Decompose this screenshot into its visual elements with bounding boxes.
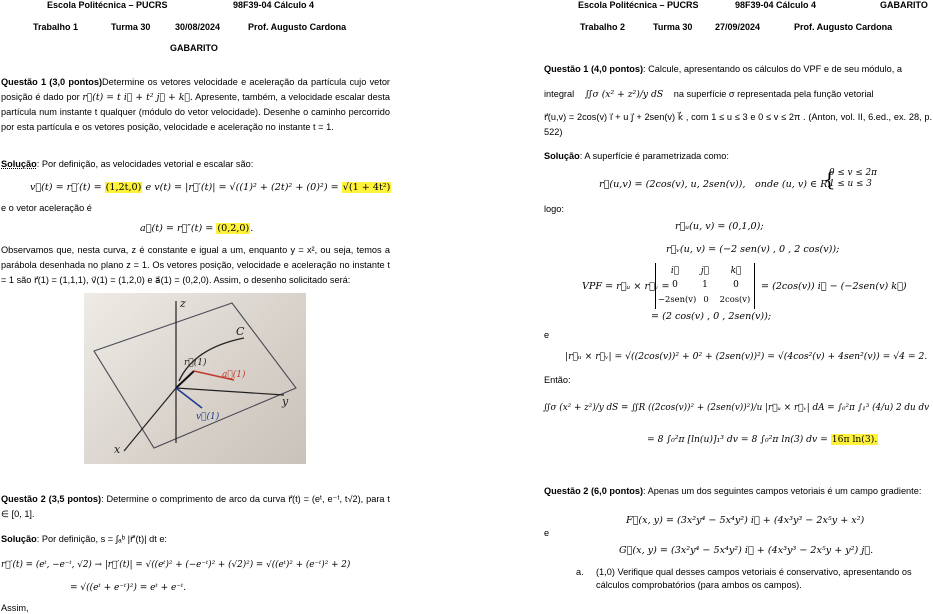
r-q1-title: Questão 1 (4,0 pontos) [544,64,644,74]
sketch-label-z: z [180,297,186,310]
r-q1-integral-1: ∬σ (x² + z²)/y dS = ∬R ((2cos(v))² + (2sen(v))²)/u |r⃗ᵤ × r⃗ᵥ| dA = ∫₀²π ∫₁³ (4/u) 2 du dv [543,403,930,413]
q2-solution-label: Solução [1,534,37,544]
r-q1-rv: r⃗ᵥ(u, v) = (−2 sen(v) , 0 , 2 cos(v)); [666,244,840,255]
det-cell: 0 [733,280,739,290]
q1-acceleration-period: . [250,223,254,234]
date-label: 30/08/2024 [175,22,221,32]
q1-speed-expression: e v(t) = |r⃗′(t)| = √((1)² + (2t)² + (0)²) = [142,182,342,193]
r-q1-domain-conditions [829,168,877,190]
sketch-label-velocity: v⃗(1) [196,412,220,422]
course-code: 98F39-04 Cálculo 4 [233,0,315,10]
r-q1-determinant [655,263,755,309]
sketch-label-x: x [114,443,121,456]
r-q1-ru: r⃗ᵤ(u, v) = (0,1,0); [675,221,764,232]
q1-solution-text: : Por definição, as velocidades vetorial e escalar são: [36,159,254,169]
r-q1-e: e [544,330,550,340]
gabarito-title: GABARITO [170,43,218,53]
q1-acceleration-answer: (0,2,0) [217,223,250,234]
r-q1-body-b: na superfície σ representada pela função vetorial [673,89,874,99]
r-q1-statement-a [544,62,932,77]
q1-acceleration-intro: e o vetor aceleração é [1,203,92,213]
sketch-label-y: y [282,395,289,408]
school-name: Escola Politécnica – PUCRS [47,0,168,10]
sketch-velocity-vector [176,388,202,408]
det-cell: 2cos(v) [719,294,751,304]
work-label: Trabalho 1 [33,22,79,32]
r-q1-integral-expression: ∬σ (x² + z²)/y dS [584,89,664,100]
curve-sketch-drawing [84,293,306,464]
q2-solution-intro [1,532,390,547]
r-q1-vector-function: r⃗(u,v) = 2cos(v) i⃗ + u j⃗ + 2sen(v) k⃗ , com 1 ≤ u ≤ 3 e 0 ≤ v ≤ 2π . (Anton, vol. II, 6.ed., ex. 28, p. 522) [544,112,932,137]
r-q1-solution-label: Solução [544,151,580,161]
q2-body: : Determine o comprimento de arco da curva r⃗(t) = (eᵗ, e⁻ᵗ, t√2), para t ∈ [0, 1]. [1,494,390,519]
q1-solution-label: Solução [1,159,37,169]
q1-body-c: Apresente, também, a velocidade escalar desta partícula num instante t qualquer (módulo do vetor velocidade). Desenhe o caminho percorrido por esta partícula e os vetores posição, velocidade e aceleração no instante t = 1. [1,92,390,132]
r-q1-solution-intro [544,149,932,164]
r-q2-item-a: (1,0) Verifique qual desses campos vetoriais é conservativo, apresentando os cálculos comprobatórios (para ambos os campos). [596,567,912,590]
r-q2-title: Questão 2 (6,0 pontos) [544,486,644,496]
r-q1-parametrization: r⃗(u,v) = (2cos(v), u, 2sen(v)), [599,179,746,190]
q2-statement [1,492,390,522]
q1-position-vector: r⃗(t) = t i⃗ + t² j⃗ + k⃗. [82,92,193,103]
q1-velocity-lhs: v⃗(t) = r⃗′(t) = [30,182,105,193]
r-q1-vpf-rhs: = (2cos(v)) i⃗ − (−2sen(v) k⃗) [761,281,907,292]
school-name-right: Escola Politécnica – PUCRS [578,0,699,10]
r-q2-item-a-label: a. [576,567,584,577]
q1-velocity-equation [30,181,391,195]
r-q2-field-f: F⃗(x, y) = (3x²y⁴ − 5x⁴y²) i⃗ + (4x³y³ − 2x⁵y + x²) [626,515,865,526]
det-cell: j⃗ [700,266,710,276]
q1-title: Questão 1 (3,0 pontos) [1,77,103,87]
professor-label: Prof. Augusto Cardona [248,22,347,32]
date-label-right: 27/09/2024 [715,22,761,32]
r-q1-solution-text: : A superfície é parametrizada como: [579,151,729,161]
r-q1-norm: |r⃗ᵤ × r⃗ᵥ| = √((2cos(v))² + 0² + (2sen(v))²) = √(4cos²(v) + 4sen²(v)) = √4 = 2. [565,351,928,362]
q1-solution-intro [1,157,390,172]
q2-simplified-equation: = √((eᵗ + e⁻ᵗ)²) = eᵗ + e⁻ᵗ. [70,583,187,593]
det-cell: i⃗ [670,266,680,276]
sketch-y-axis [176,388,284,395]
q1-observation: Observamos que, nesta curva, z é constante e igual a um, enquanto y = x², ou seja, temos a parábola desenhada no plano z = 1. Os vetores posição, velocidade e aceleração no instante t = 1 são r⃗(1) = (1,1,1), v⃗(1) = (1,2,0) e a⃗(1) = (0,2,0). Assim, o desenho solicitado será: [1,245,390,285]
q1-acceleration-lhs: a⃗(t) = r⃗″(t) = [140,223,217,234]
sketch-position-vector [176,371,194,388]
work-label-right: Trabalho 2 [580,22,626,32]
class-label-right: Turma 30 [653,22,693,32]
class-label: Turma 30 [111,22,151,32]
r-q1-domain-u: 1 ≤ u ≤ 3 [829,179,872,189]
course-code-right: 98F39-04 Cálculo 4 [735,0,817,10]
det-row-3 [658,293,754,305]
gabarito-right: GABARITO [880,0,928,10]
det-row-1 [658,265,754,278]
r-q2-statement [544,484,932,499]
r-q1-integral-2-steps: = 8 ∫₀²π [ln(u)]₁³ dv = 8 ∫₀²π ln(3) dv = [647,434,831,445]
r-q1-entao: Então: [544,375,571,385]
r-q1-body-a: : Calcule, apresentando os cálculos do VPF e de seu módulo, a [643,64,902,74]
r-q1-domain-brace: { [823,167,836,191]
right-page [469,0,933,614]
q1-velocity-answer: (1,2t,0) [105,182,142,193]
r-q1-vpf-lhs: VPF = r⃗ᵤ × r⃗ᵥ = [582,281,670,292]
r-q1-vpf-result: = (2 cos(v) , 0 , 2sen(v)); [651,311,772,322]
q1-statement [1,75,390,135]
det-cell: 0 [672,280,678,290]
left-page [0,0,464,614]
sketch-label-c: C [236,325,245,338]
curve-sketch-photo [84,293,306,464]
q2-derivative-equation: r⃗′(t) = (eᵗ, −e⁻ᵗ, √2) → |r⃗′(t)| = √((eᵗ)² + (−e⁻ᵗ)² + (√2)²) = √((eᵗ)² + (e⁻ᵗ)² + 2) [1,560,351,570]
q2-solution-text: : Por definição, s = ∫ₐᵇ |r⃗′(t)| dt e: [36,534,167,544]
r-q1-logo: logo: [544,204,564,214]
q1-body-a: Determine os vetores velocidade e aceleração da partícula cujo [102,77,367,87]
sketch-plane [94,303,296,448]
q1-speed-answer: √(1 + 4t²) [342,182,391,193]
q2-title: Questão 2 (3,5 pontos) [1,494,102,504]
det-cell: k⃗ [730,266,742,276]
r-q1-integral-label: integral [544,89,575,99]
det-cell: 0 [703,294,709,304]
q1-acceleration-equation [140,222,253,236]
professor-label-right: Prof. Augusto Cardona [794,22,893,32]
r-q2-body: : Apenas um dos seguintes campos vetoriais é um campo gradiente: [643,486,922,496]
sketch-label-position: r⃗(1) [184,358,207,368]
det-cell: −2sen(v) [658,294,697,304]
r-q1-integral-line [544,87,932,102]
q1-body-b: vetor posição é dado por [1,77,390,102]
r-q2-e: e [544,528,550,538]
r-q1-domain-label: onde (u, v) ∈ R: [755,179,831,190]
q2-assim: Assim, [1,603,29,613]
r-q2-field-g: G⃗(x, y) = (3x²y⁴ − 5x⁴y²) i⃗ + (4x³y³ − 2x⁵y + y²) j⃗. [619,545,874,556]
r-q1-integral-2 [647,433,878,446]
sketch-label-acceleration: a⃗(1) [222,370,246,380]
r-q1-domain-v: 0 ≤ v ≤ 2π [829,168,877,178]
r-q1-final-answer: 16π ln(3). [831,434,878,445]
det-cell: 1 [702,280,708,290]
det-row-2 [658,279,754,292]
